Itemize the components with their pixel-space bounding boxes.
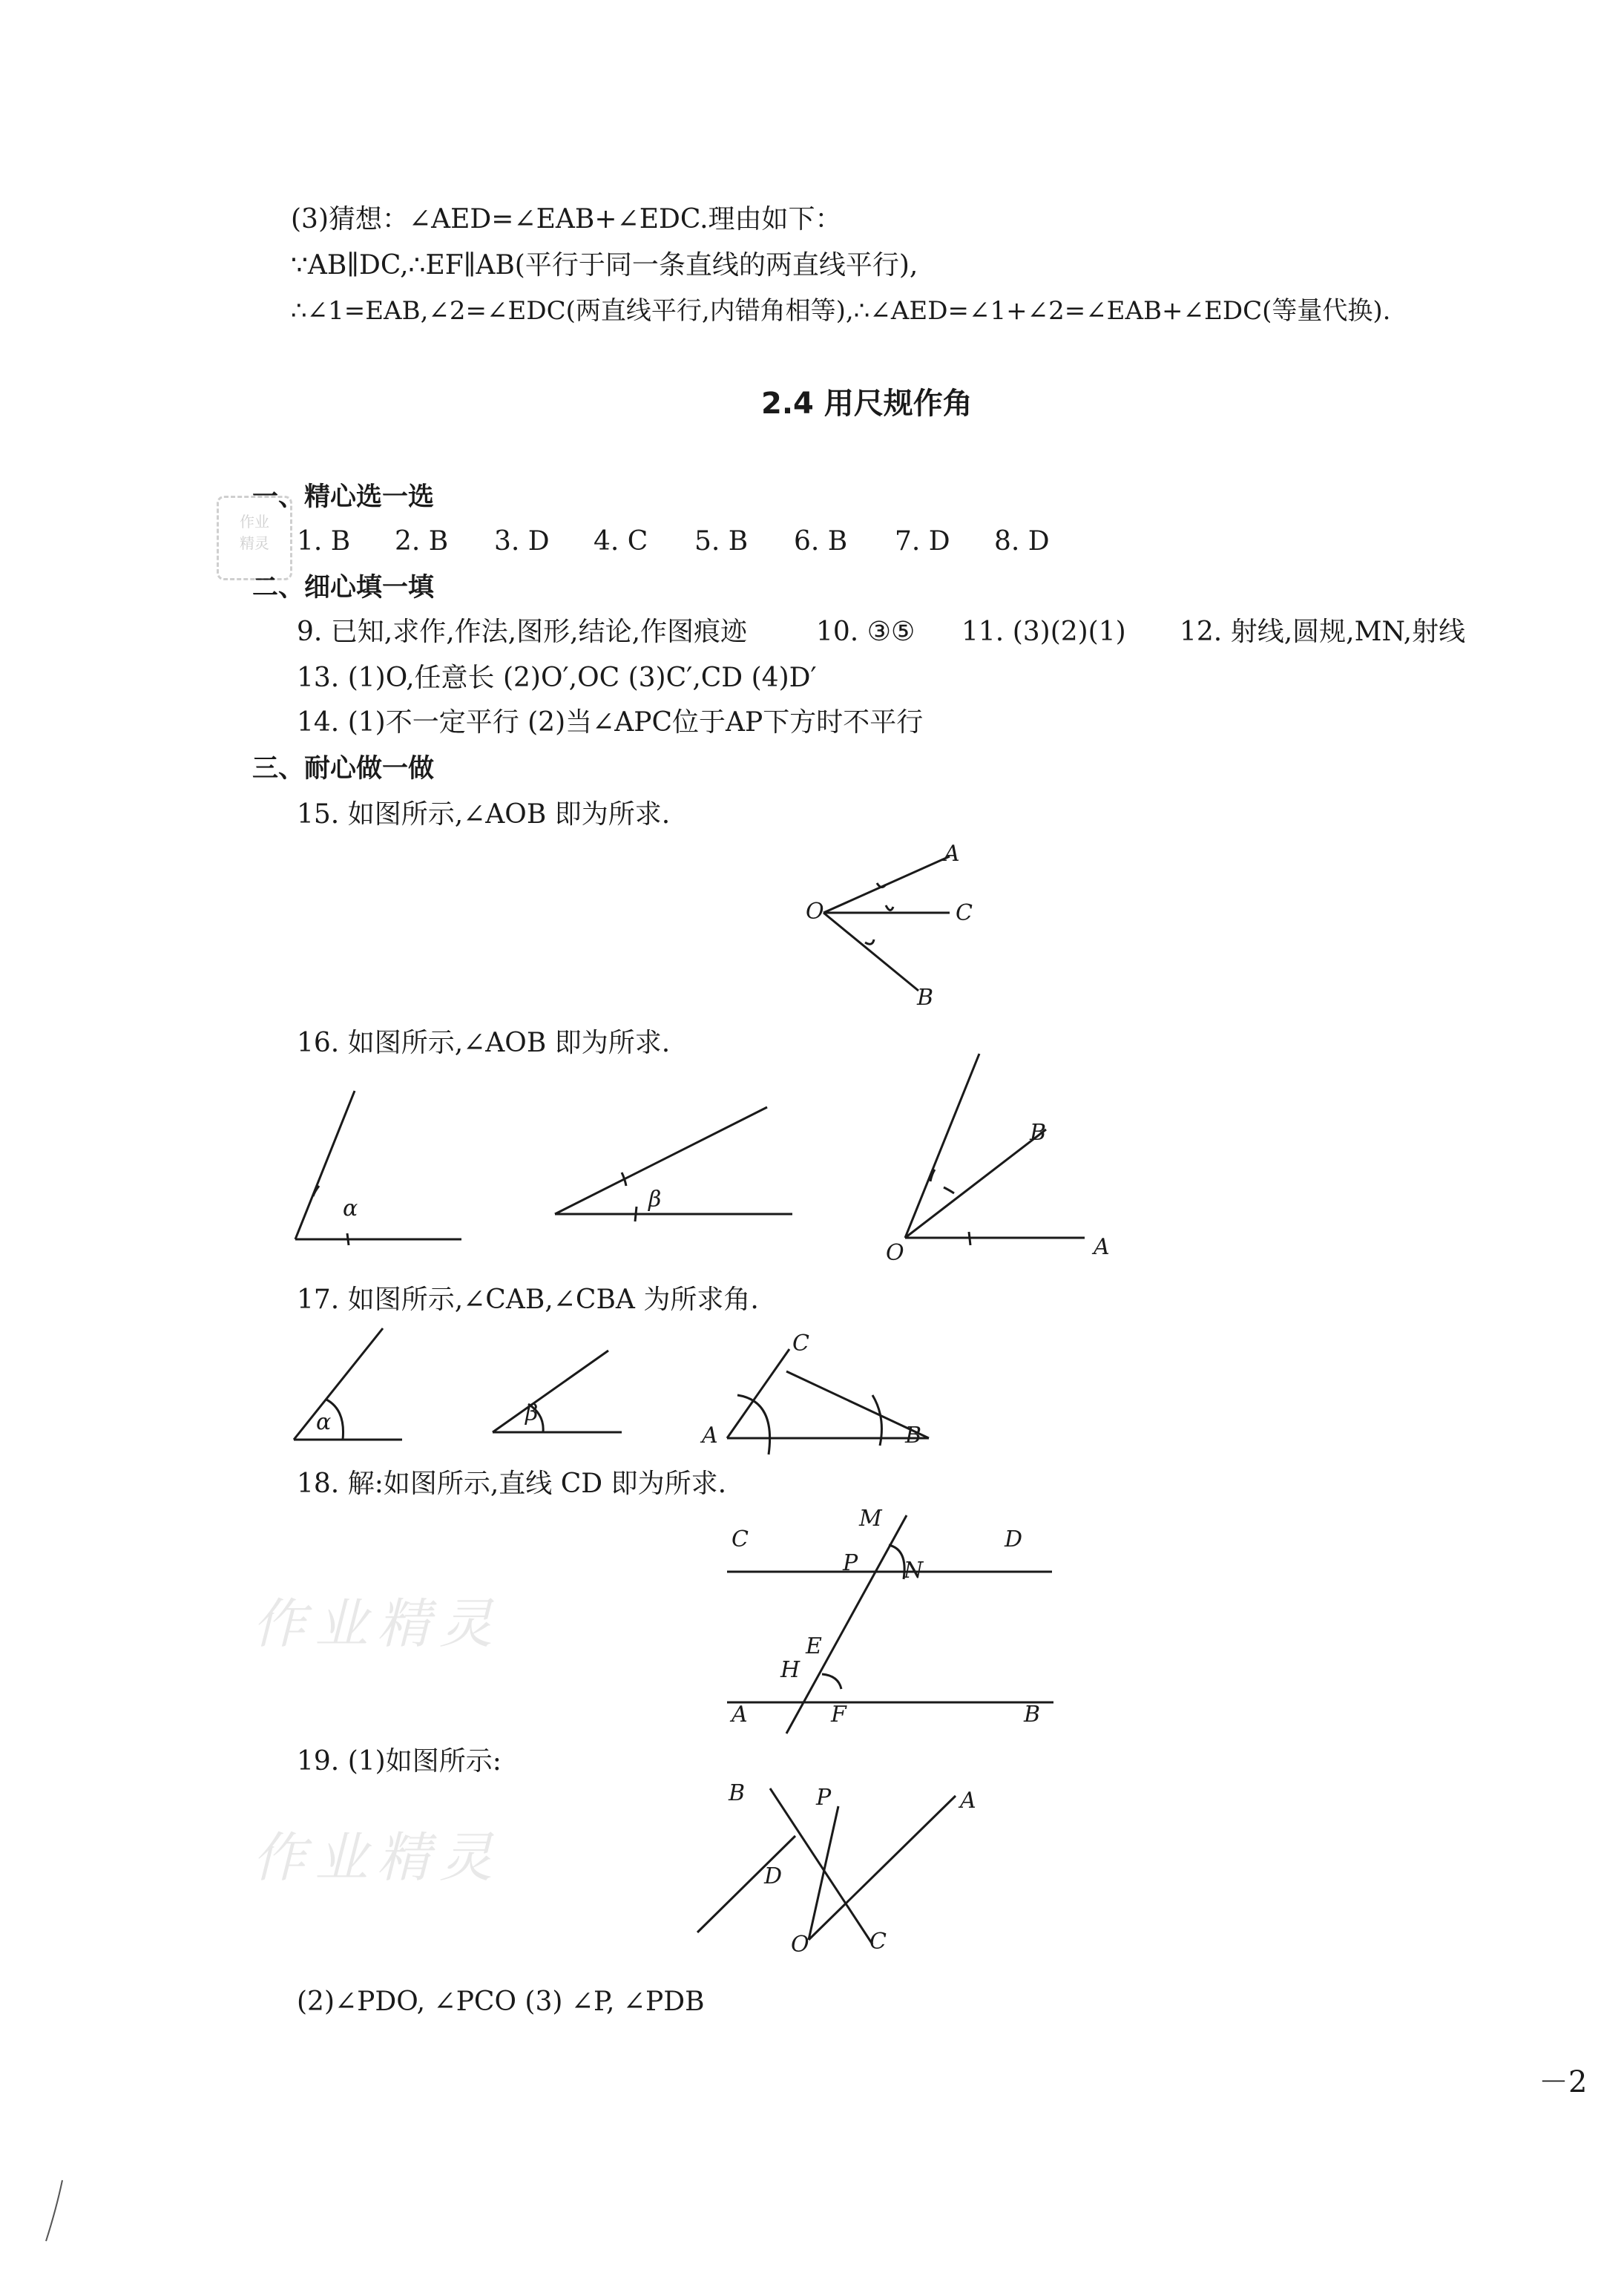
q17: 17. 如图所示,∠CAB,∠CBA 为所求角.: [297, 1285, 759, 1315]
prev-line-2: ∵AB∥DC,∴EF∥AB(平行于同一条直线的两直线平行),: [291, 250, 918, 281]
fig15-label-c: C: [956, 900, 973, 926]
answer-4: 4. C: [594, 526, 648, 557]
fig18-label-d: D: [1005, 1526, 1023, 1552]
arc-mark-3: [865, 939, 874, 944]
q12: 12. 射线,圆规,MN,射线: [1180, 617, 1466, 647]
watermark-text: 作业精灵: [252, 1593, 502, 1655]
fig19-label-o: O: [791, 1932, 809, 1958]
watermark-text-2: 作业精灵: [252, 1826, 502, 1889]
ray-ob: [823, 913, 918, 991]
fig17-beta: β: [525, 1400, 539, 1426]
fig16-label-o: O: [886, 1240, 904, 1266]
fig18-label-f: F: [831, 1702, 846, 1728]
figure-17: [294, 1327, 939, 1453]
fig19-label-p: P: [816, 1785, 832, 1811]
section-title: 2.4 用尺规作角: [761, 387, 973, 421]
page-number: －2: [1539, 2065, 1588, 2099]
fig15-label-b: B: [917, 985, 934, 1011]
q10: 10. ③⑤: [816, 617, 915, 647]
q19-rest: (2)∠PDO, ∠PCO (3) ∠P, ∠PDB: [297, 1987, 705, 2017]
fig18-label-b: B: [1024, 1702, 1041, 1728]
q11: 11. (3)(2)(1): [961, 617, 1126, 647]
answer-3: 3. D: [494, 526, 550, 557]
fig16-label-b: B: [1030, 1120, 1047, 1146]
prev-line-1: (3)猜想：∠AED=∠EAB+∠EDC.理由如下：: [291, 204, 842, 234]
ray-oa: [823, 856, 950, 913]
fig17-label-c: C: [792, 1331, 809, 1357]
q19: 19. (1)如图所示:: [297, 1746, 502, 1777]
fig15-label-o: O: [806, 899, 824, 925]
fig16-beta: β: [648, 1187, 662, 1213]
answer-6: 6. B: [794, 526, 848, 557]
fig18-label-a: A: [732, 1702, 748, 1728]
answer-7: 7. D: [895, 526, 950, 557]
fig18-label-e: E: [806, 1633, 822, 1659]
fig19-label-c: C: [869, 1929, 887, 1955]
margin-mark: [43, 2179, 65, 2246]
fig19-label-d: D: [764, 1863, 783, 1889]
fig18-label-n: N: [904, 1558, 924, 1584]
q14: 14. (1)不一定平行 (2)当∠APC位于AP下方时不平行: [297, 707, 924, 738]
part3-heading: 三、耐心做一做: [252, 754, 435, 784]
q13: 13. (1)O,任意长 (2)O′,OC (3)C′,CD (4)D′: [297, 663, 817, 693]
figure-19: [697, 1788, 979, 1952]
fig17-label-b: B: [905, 1423, 922, 1449]
stamp-line2: 精灵: [240, 534, 269, 552]
q15: 15. 如图所示,∠AOB 即为所求.: [297, 799, 671, 830]
answer-5: 5. B: [694, 526, 749, 557]
figure-16: [289, 1069, 1143, 1262]
fig19-label-a: A: [960, 1788, 976, 1814]
answer-8: 8. D: [994, 526, 1050, 557]
fig16-alpha: α: [343, 1195, 358, 1221]
answer-2: 2. B: [395, 526, 449, 557]
prev-line-3: ∴∠1=EAB,∠2=∠EDC(两直线平行,内错角相等),∴∠AED=∠1+∠2=∠EAB+∠EDC(等量代换).: [291, 296, 1391, 326]
figure-15: [809, 846, 1002, 1009]
q9: 9. 已知,求作,作法,图形,结论,作图痕迹: [297, 617, 748, 647]
q16: 16. 如图所示,∠AOB 即为所求.: [297, 1028, 671, 1058]
stamp-line1: 作业: [240, 513, 269, 531]
fig16-label-a: A: [1094, 1234, 1110, 1260]
fig18-label-m: M: [859, 1506, 882, 1532]
fig17-alpha: α: [316, 1409, 332, 1435]
answer-1: 1. B: [297, 526, 351, 557]
part2-heading: 二、细心填一填: [252, 573, 435, 603]
fig18-label-p: P: [843, 1550, 858, 1576]
q18: 18. 解:如图所示,直线 CD 即为所求.: [297, 1469, 727, 1499]
fig18-label-c: C: [732, 1526, 749, 1552]
fig15-label-a: A: [944, 841, 960, 867]
part1-heading: 一、精心选一选: [252, 482, 435, 512]
fig18-label-h: H: [780, 1657, 801, 1683]
fig17-label-a: A: [702, 1423, 718, 1449]
fig19-label-b: B: [729, 1780, 746, 1806]
arc-mark-1: [877, 883, 886, 888]
arc-mark-2: [886, 905, 893, 911]
